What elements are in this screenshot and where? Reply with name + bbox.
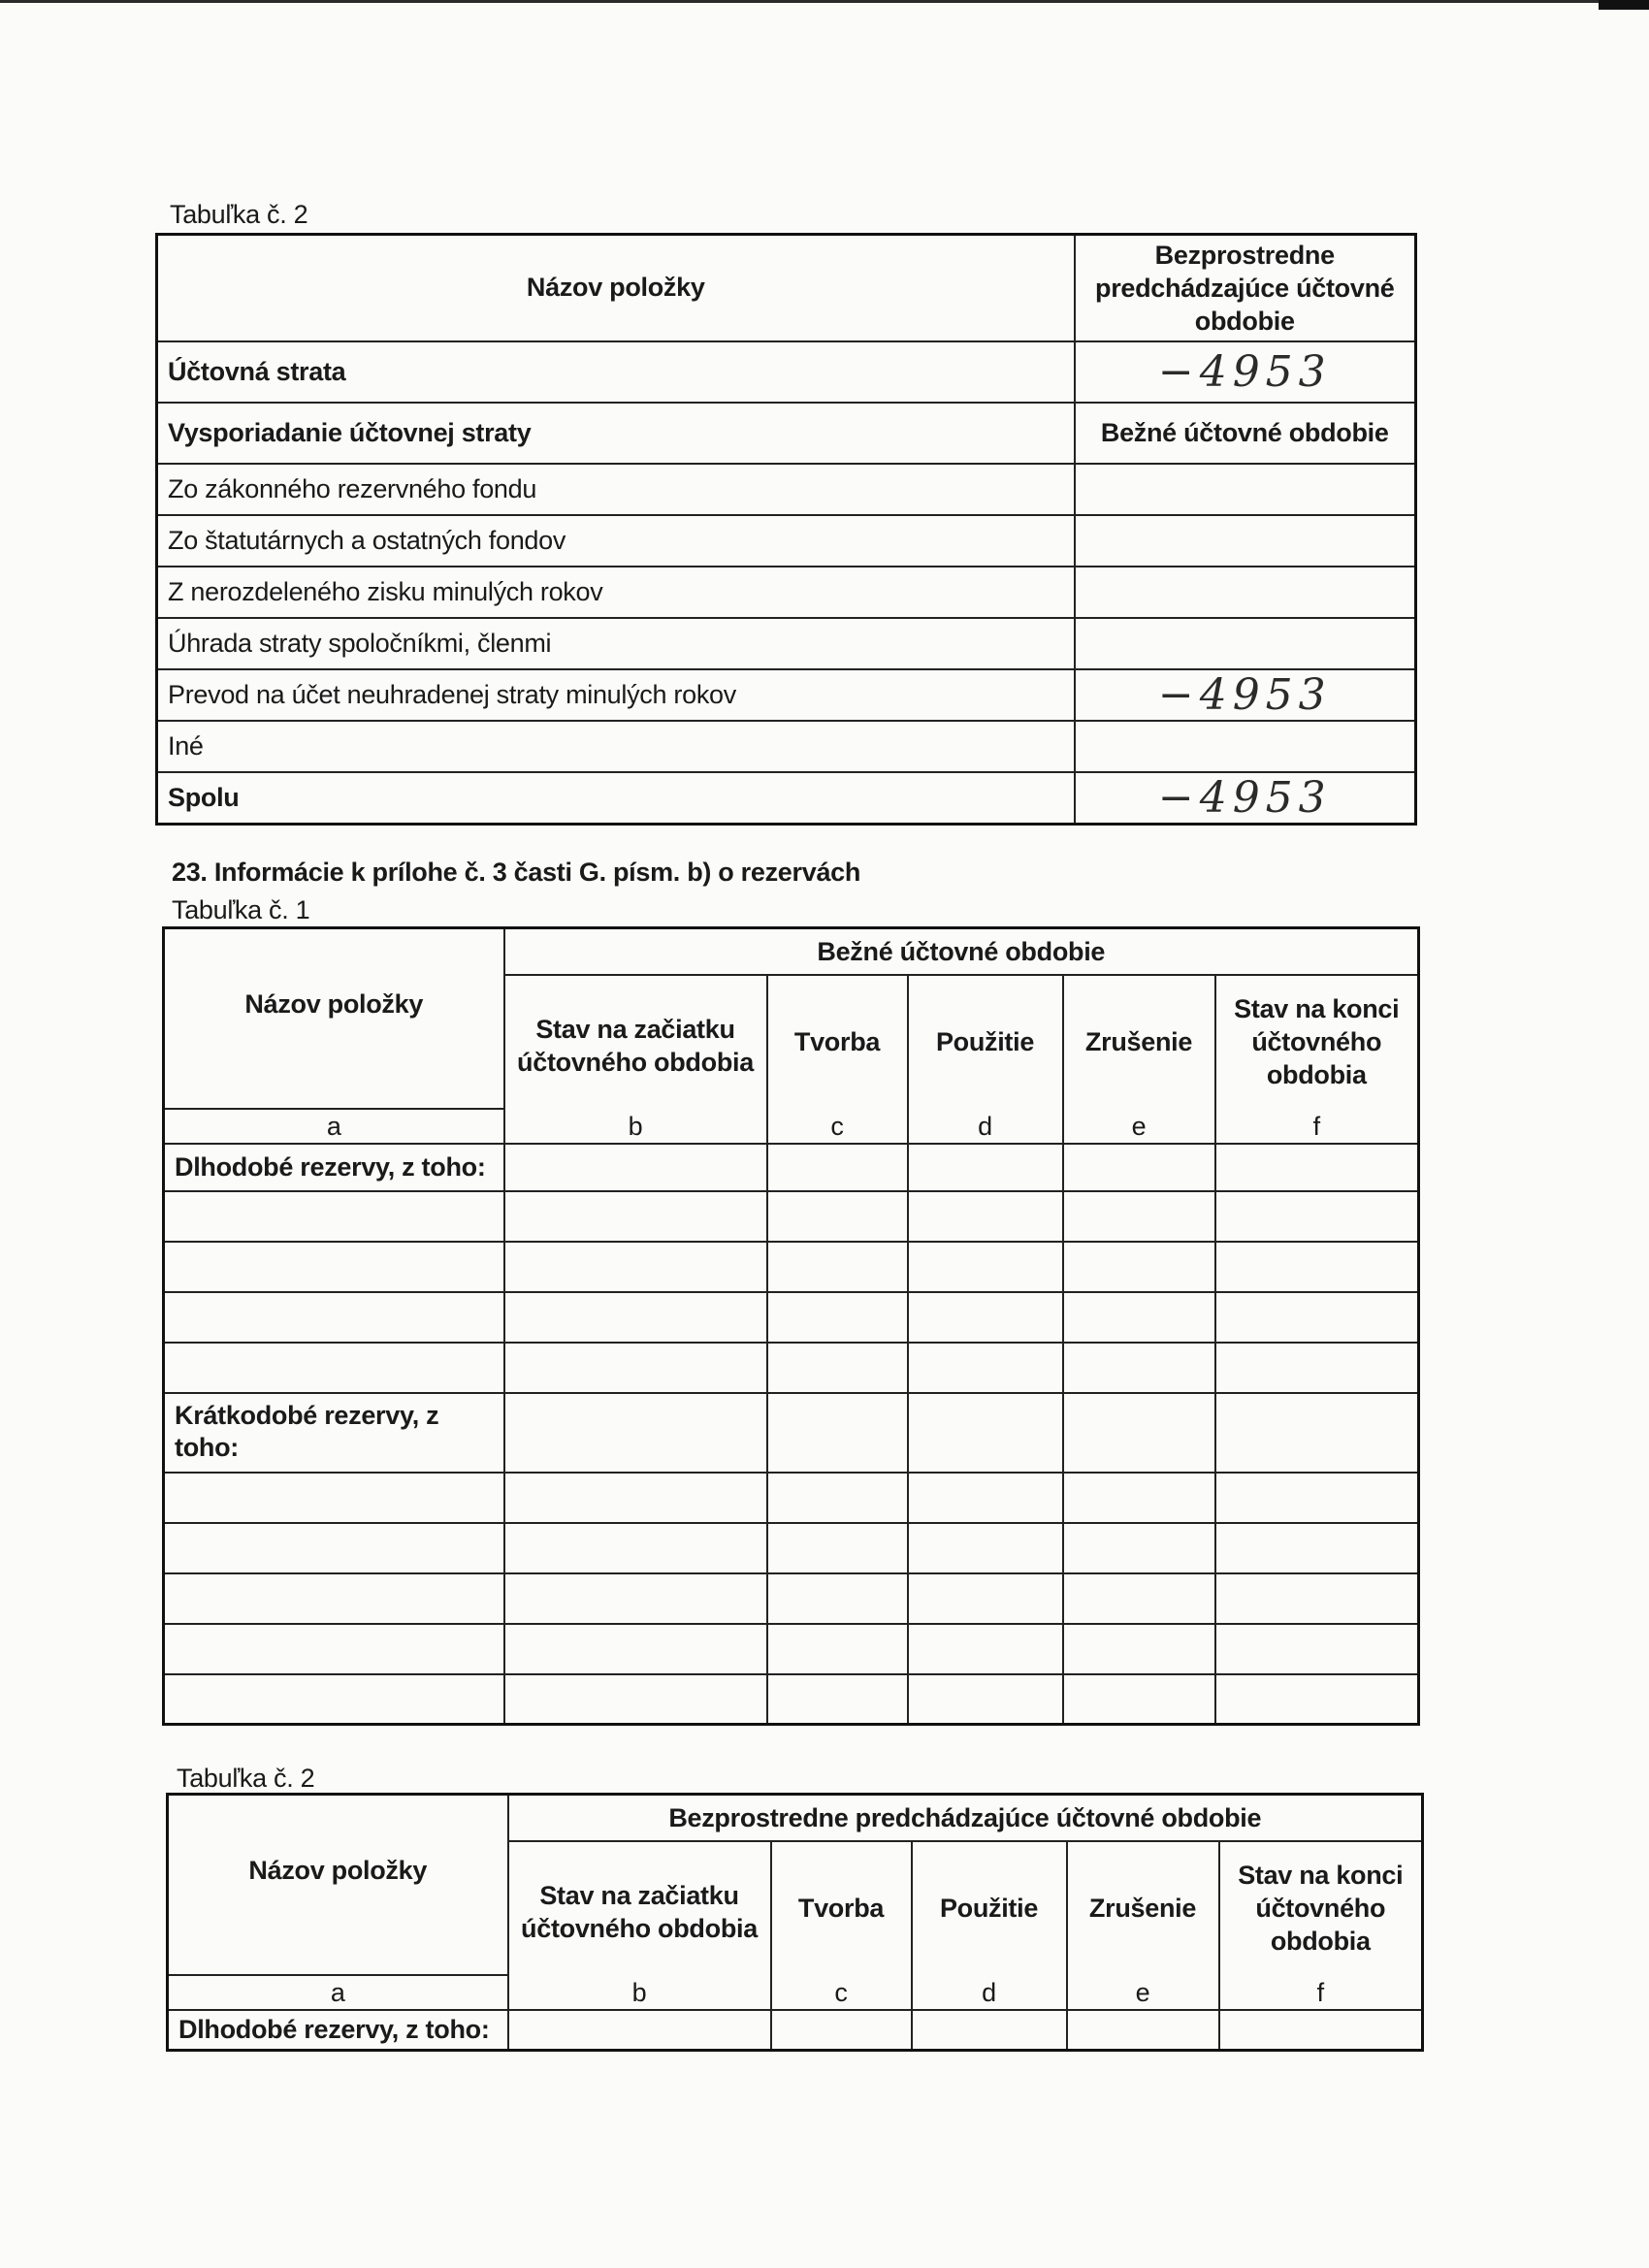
col-letter: b: [504, 1109, 767, 1144]
col-letter: a: [164, 1109, 504, 1144]
section-23-title: 23. Informácie k prílohe č. 3 časti G. písm. b) o rezervách: [172, 858, 861, 887]
reserves-table-previous: [166, 1793, 1424, 2052]
col-letter: d: [908, 1109, 1063, 1144]
col-header-name: Názov položky: [157, 235, 1075, 341]
table-row: [157, 464, 1416, 515]
col-header-cancel: Zrušenie: [1067, 1841, 1219, 1975]
table-row: [157, 669, 1416, 721]
handwritten-total-value: −4953: [1075, 772, 1416, 825]
table-row: [164, 1191, 1419, 1242]
col-letter: b: [508, 1975, 771, 2010]
col-letter: a: [168, 1975, 508, 2010]
loss-settlement-table: [155, 233, 1417, 826]
col-header-end: Stav na konci účtovného obdobia: [1219, 1841, 1423, 1975]
col-header-name: Názov položky: [164, 928, 504, 1109]
row-label: Iné: [157, 721, 1075, 772]
col-letter: e: [1063, 1109, 1215, 1144]
row-label-loss: Účtovná strata: [157, 341, 1075, 403]
row-label-total: Spolu: [157, 772, 1075, 825]
table-row: [164, 1242, 1419, 1292]
col-letter: e: [1067, 1975, 1219, 2010]
table-row: [157, 618, 1416, 669]
table-row: [157, 567, 1416, 618]
row-value: [1075, 721, 1416, 772]
col-header-cancel: Zrušenie: [1063, 975, 1215, 1109]
table2-caption: Tabuľka č. 2: [177, 1764, 315, 1793]
row-label: Prevod na účet neuhradenej straty minulých rokov: [157, 669, 1075, 721]
period-header: Bezprostredne predchádzajúce účtovné obdobie: [508, 1795, 1423, 1841]
table-header-row: [157, 235, 1416, 341]
row-value: [1075, 464, 1416, 515]
table-row: [164, 1573, 1419, 1624]
row-value: [1075, 515, 1416, 567]
table-header-row: [164, 928, 1419, 975]
table-letter-row: [168, 1975, 1423, 2010]
table-letter-row: [164, 1109, 1419, 1144]
col-header-use: Použitie: [912, 1841, 1067, 1975]
table-row: [164, 1292, 1419, 1343]
row-label-settlement: Vysporiadanie účtovnej straty: [157, 403, 1075, 464]
table-row: [164, 1473, 1419, 1523]
row-label: Zo štatutárnych a ostatných fondov: [157, 515, 1075, 567]
table-row: [168, 2010, 1423, 2051]
col-letter: d: [912, 1975, 1067, 2010]
col-header-use: Použitie: [908, 975, 1063, 1109]
table-row: [164, 1523, 1419, 1573]
col-header-start: Stav na začiatku účtovného obdobia: [508, 1841, 771, 1975]
row-value: [1075, 618, 1416, 669]
col-header-creation: Tvorba: [767, 975, 908, 1109]
table-row: [157, 341, 1416, 403]
col-letter: c: [771, 1975, 912, 2010]
col-header-creation: Tvorba: [771, 1841, 912, 1975]
table-row: [157, 721, 1416, 772]
table-row: [157, 403, 1416, 464]
col-header-period: Bezprostredne predchádzajúce účtovné obdobie: [1075, 235, 1416, 341]
table-row: [164, 1144, 1419, 1191]
table1-caption: Tabuľka č. 1: [172, 895, 310, 924]
col-letter: f: [1215, 1109, 1419, 1144]
table-top-caption: Tabuľka č. 2: [170, 200, 308, 229]
col-letter: c: [767, 1109, 908, 1144]
handwritten-loss-value: −4953: [1075, 341, 1416, 403]
table-row: [164, 1393, 1419, 1473]
table-row: [157, 515, 1416, 567]
table-row: [164, 1343, 1419, 1393]
row-label-short-term: Krátkodobé rezervy, z toho:: [164, 1393, 504, 1473]
table-row: [164, 1674, 1419, 1725]
col-letter: f: [1219, 1975, 1423, 2010]
col-header-current-period: Bežné účtovné obdobie: [1075, 403, 1416, 464]
row-value: [1075, 567, 1416, 618]
period-header: Bežné účtovné obdobie: [504, 928, 1419, 975]
table-row-total: [157, 772, 1416, 825]
col-header-name: Názov položky: [168, 1795, 508, 1975]
col-header-end: Stav na konci účtovného obdobia: [1215, 975, 1419, 1109]
col-header-start: Stav na začiatku účtovného obdobia: [504, 975, 767, 1109]
table-row: [164, 1624, 1419, 1674]
row-label: Z nerozdeleného zisku minulých rokov: [157, 567, 1075, 618]
row-label-long-term: Dlhodobé rezervy, z toho:: [168, 2010, 508, 2051]
row-label: Úhrada straty spoločníkmi, členmi: [157, 618, 1075, 669]
page-top-border: [0, 0, 1649, 3]
page-corner-mark: [1599, 0, 1649, 10]
row-label: Zo zákonného rezervného fondu: [157, 464, 1075, 515]
reserves-table-current: [162, 926, 1420, 1726]
handwritten-transfer-value: −4953: [1075, 669, 1416, 721]
table-header-row: [168, 1795, 1423, 1841]
row-label-long-term: Dlhodobé rezervy, z toho:: [164, 1144, 504, 1191]
